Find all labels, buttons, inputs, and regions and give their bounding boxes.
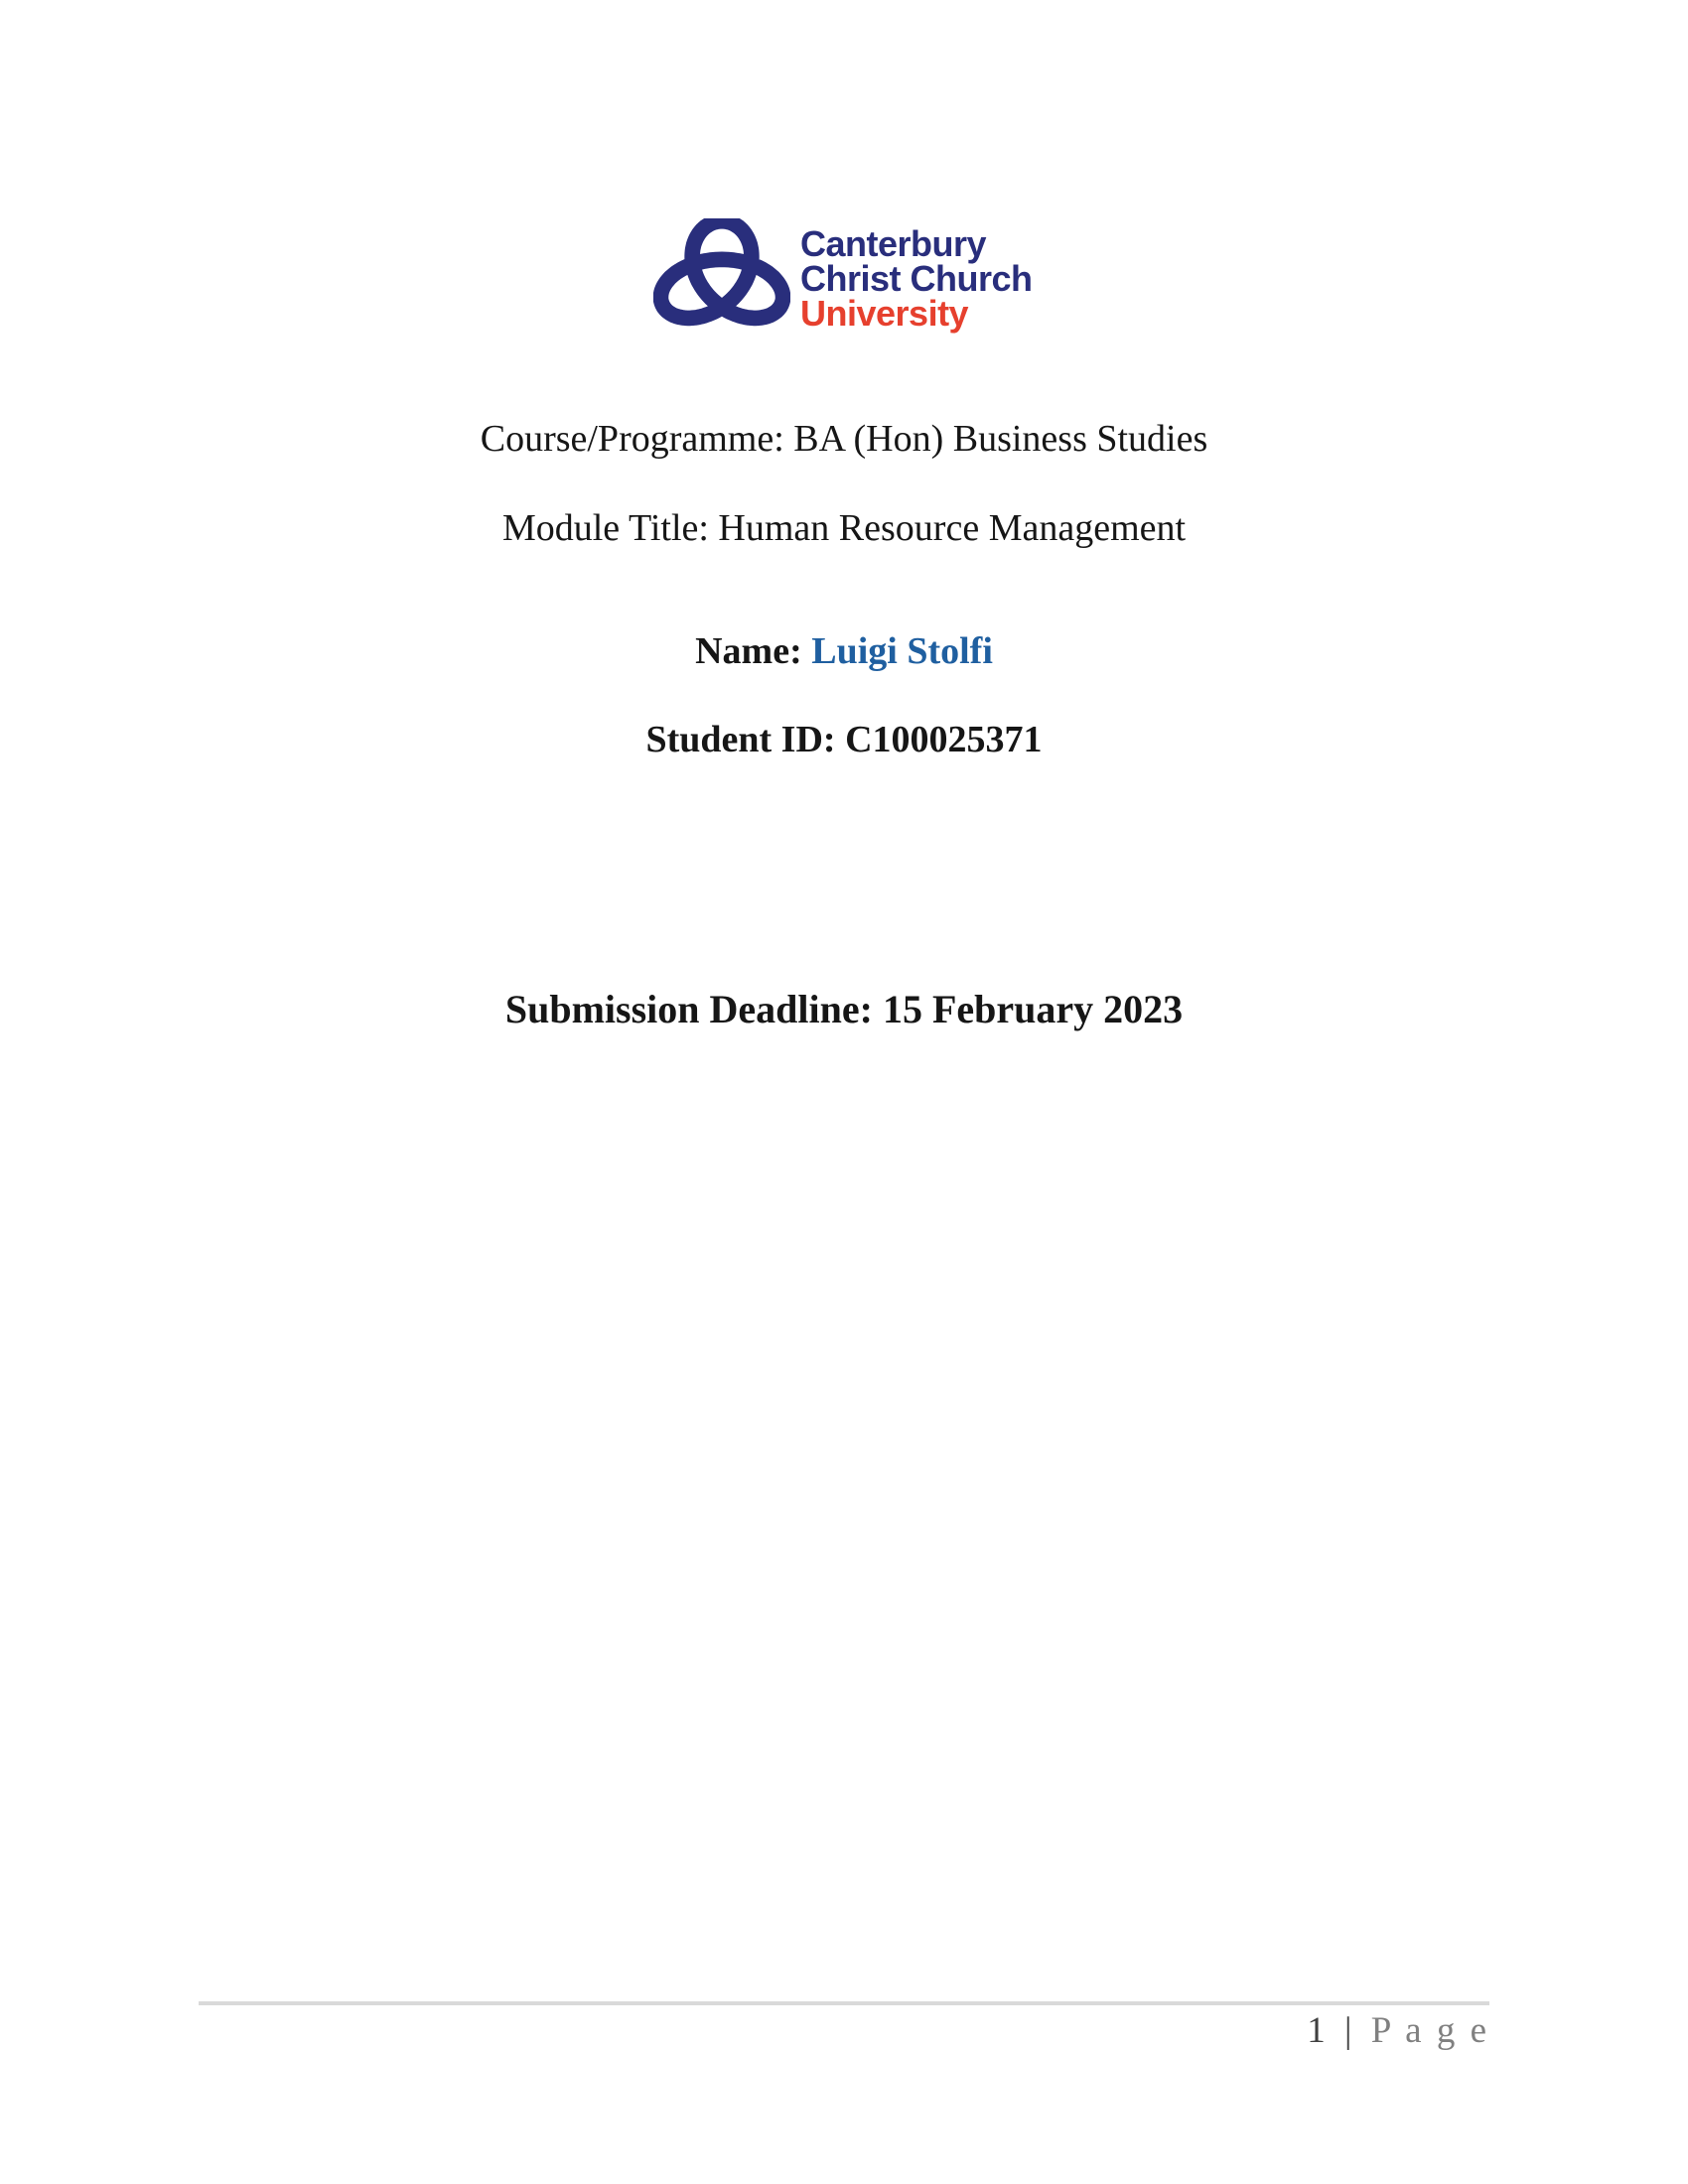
submission-deadline-line: Submission Deadline: 15 February 2023 — [504, 987, 1184, 1031]
module-title-line: Module Title: Human Resource Management — [501, 507, 1187, 549]
footer-divider — [199, 2001, 1489, 2005]
footer-page-word: P a g e — [1370, 2010, 1489, 2051]
student-id-line: Student ID: C100025371 — [645, 719, 1043, 760]
student-name-line — [199, 629, 1489, 673]
page-footer — [199, 2009, 1489, 2052]
name-label: Name: — [695, 630, 802, 672]
logo-wordmark — [800, 218, 1033, 334]
name-value: Luigi Stolfi — [811, 630, 993, 672]
logo-line-university: University — [800, 293, 969, 334]
logo-line-christ-church: Christ Church — [800, 258, 1033, 299]
trefoil-knot-icon — [653, 218, 790, 341]
university-logo — [653, 218, 1033, 341]
course-programme-line: Course/Programme: BA (Hon) Business Studies — [480, 418, 1208, 460]
page-number: 1 — [1307, 2010, 1326, 2051]
footer-separator: | — [1344, 2010, 1352, 2051]
logo-line-canterbury: Canterbury — [800, 223, 987, 264]
